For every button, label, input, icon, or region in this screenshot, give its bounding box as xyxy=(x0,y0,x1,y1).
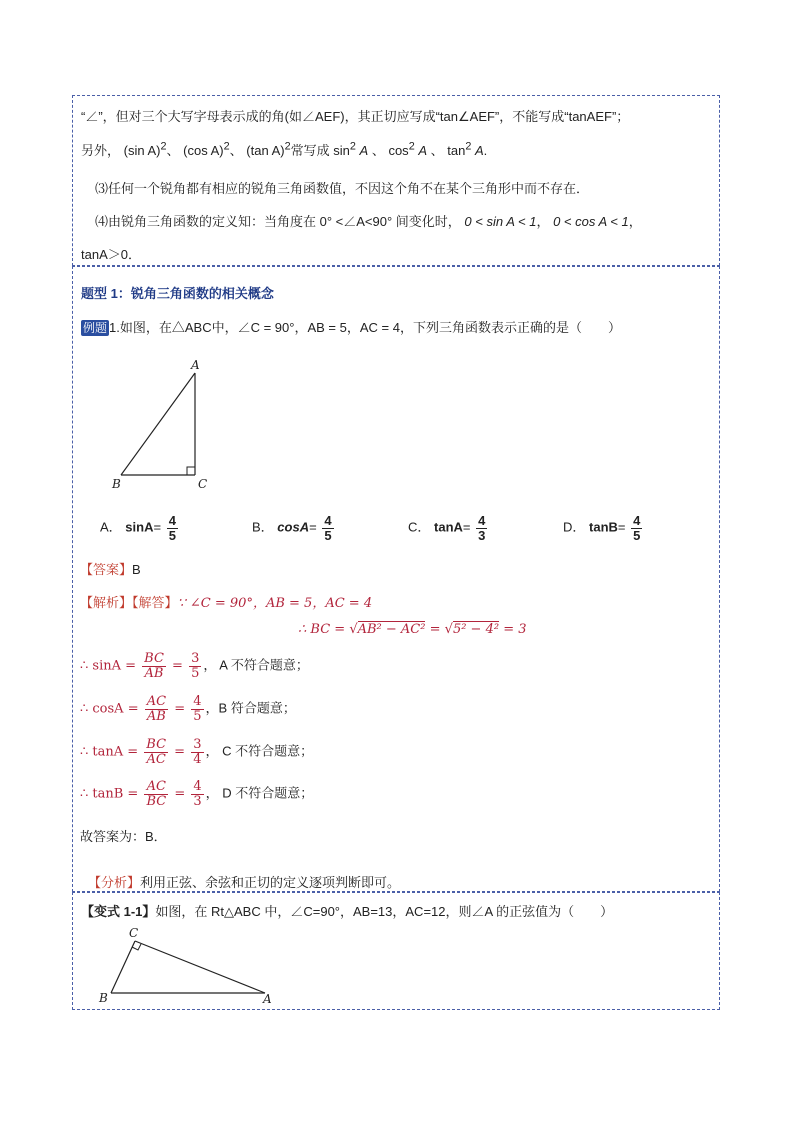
option-fraction xyxy=(631,514,642,542)
example-text: 1.如图，在△ABC中，∠C = 90°，AB = 5，AC = 4，下列三角函数表示正确的是（ ） xyxy=(109,320,621,335)
fenxi-text: 利用正弦、余弦和正切的定义逐项判断即可。 xyxy=(140,875,401,890)
option-fraction xyxy=(476,514,487,542)
step-tan-a xyxy=(80,738,313,766)
sqrt-expression-1: AB² − AC² xyxy=(357,622,426,637)
math-var: A xyxy=(418,143,428,158)
example-tag: 例题 xyxy=(83,321,108,335)
denominator: 5 xyxy=(633,527,641,543)
option-d[interactable] xyxy=(563,514,644,542)
step-prefix: ∴ sinA = xyxy=(80,658,141,674)
numerator: 4 xyxy=(168,513,176,528)
section-heading: 题型 1：锐角三角函数的相关概念 xyxy=(81,286,274,301)
math-range-cos: 0 < cos A < 1 xyxy=(553,214,629,229)
bc-result: = 3 xyxy=(499,622,527,637)
numerator: 3 xyxy=(191,651,200,666)
variant-question xyxy=(81,901,613,920)
equals: = xyxy=(170,744,190,760)
denominator: 5 xyxy=(324,527,332,543)
bc-computation: ∴ BC = √AB² − AC² = √5² − 4² = 3 xyxy=(298,622,527,637)
option-eq: = xyxy=(617,519,626,535)
option-func: tanB xyxy=(589,519,618,535)
numerator: 4 xyxy=(633,513,641,528)
fenxi-label: 【分析】 xyxy=(88,875,141,890)
numerator: 3 xyxy=(193,737,202,752)
exponent: 2 xyxy=(160,140,167,153)
option-fraction xyxy=(322,514,333,542)
option-eq: = xyxy=(153,519,162,535)
note-text: ⑷由锐角三角函数的定义知：当角度在 0° <∠A<90° 间变化时， xyxy=(95,214,461,229)
step-fraction xyxy=(142,652,166,680)
vertex-label-a: A xyxy=(263,992,272,1006)
math-var: A xyxy=(474,143,484,158)
step-note: ， A 不符合题意； xyxy=(203,657,309,673)
edge-ca xyxy=(135,941,265,993)
note-line-4 xyxy=(95,211,642,230)
denominator: 5 xyxy=(168,527,176,543)
denominator: 3 xyxy=(193,793,202,809)
equals: = xyxy=(170,786,190,802)
right-angle-mark xyxy=(187,467,195,475)
math-range-sin: 0 < sin A < 1 xyxy=(464,214,537,229)
numerator: 4 xyxy=(324,513,332,528)
answer-value: B xyxy=(132,562,141,577)
option-letter: A． xyxy=(100,519,122,535)
conclusion: 故答案为：B． xyxy=(80,829,167,844)
variant-text: 如图，在 Rt△ABC 中，∠C=90°，AB=13，AC=12，则∠A 的正弦值为（ ） xyxy=(155,904,614,919)
numerator: AC xyxy=(146,694,167,709)
denominator: 5 xyxy=(191,665,200,681)
step-value xyxy=(191,695,203,723)
math-cos-a: (cos A) xyxy=(183,143,224,158)
separator: ， xyxy=(628,214,642,229)
equals: = xyxy=(167,658,188,674)
math-sin: sin xyxy=(333,143,350,158)
denominator: 3 xyxy=(478,527,486,543)
option-fraction xyxy=(167,514,178,542)
exponent: 2 xyxy=(223,140,230,153)
note-text: 常写成 xyxy=(290,143,330,158)
answer-line xyxy=(80,559,141,578)
step-fraction xyxy=(145,695,168,723)
separator: 、 xyxy=(229,143,243,158)
step-prefix: ∴ cosA = xyxy=(80,701,143,717)
option-eq: = xyxy=(309,519,317,535)
denominator: AB xyxy=(146,708,166,724)
option-func: tanA xyxy=(434,519,463,535)
step-fraction xyxy=(144,738,168,766)
option-letter: B． xyxy=(252,519,274,535)
analysis-line xyxy=(80,592,372,611)
math-cos: cos xyxy=(388,143,409,158)
numerator: BC xyxy=(144,651,164,666)
numerator: AC xyxy=(144,780,168,795)
analysis-label: 【解析】【解答】 xyxy=(80,595,178,610)
math-tan-a: (tan A) xyxy=(246,143,285,158)
separator: 、 xyxy=(166,143,180,158)
fenxi-line xyxy=(88,872,400,891)
notes-box xyxy=(72,95,720,266)
step-fraction xyxy=(144,780,168,808)
numerator: 4 xyxy=(478,513,486,528)
period: . xyxy=(483,143,488,158)
option-func: sinA xyxy=(125,519,154,535)
numerator: BC xyxy=(146,737,167,752)
exponent: 2 xyxy=(284,140,291,153)
denominator: BC xyxy=(146,793,167,809)
denominator: AB xyxy=(144,665,164,681)
numerator: 4 xyxy=(193,694,202,709)
note-line-2: 另外， (sin A)$^2$、 (cos A)$^2$、 (tan A)$^2$常写成 $\sin^2 A$ 、 $\cos^2 A$ 、 $\tan^2 A$. xyxy=(81,140,488,158)
option-a[interactable] xyxy=(100,514,180,542)
step-prefix: ∴ tanA = xyxy=(80,744,143,760)
variant-label: 【变式 1-1】 xyxy=(81,904,156,919)
vertex-label-b: B xyxy=(99,991,108,1005)
numerator: 4 xyxy=(193,779,202,794)
math-var: A xyxy=(359,143,369,158)
edge-ab xyxy=(121,373,195,475)
analysis-given: ∵ ∠C = 90°，AB = 5，AC = 4 xyxy=(177,596,373,611)
step-note: ， C 不符合题意； xyxy=(205,743,314,759)
option-c[interactable] xyxy=(408,514,489,542)
vertex-label-b: B xyxy=(112,477,121,491)
variant-box xyxy=(72,892,720,1010)
vertex-label-c: C xyxy=(198,477,208,491)
step-prefix: ∴ tanB = xyxy=(80,786,143,802)
vertex-label-c: C xyxy=(129,926,139,940)
vertex-label-a: A xyxy=(191,359,200,372)
triangle-figure xyxy=(103,359,253,494)
exponent: 2 xyxy=(465,140,472,153)
option-eq: = xyxy=(462,519,471,535)
exponent: 2 xyxy=(408,140,415,153)
separator: ， xyxy=(536,214,550,229)
denominator: 4 xyxy=(193,751,202,767)
denominator: AC xyxy=(146,751,166,767)
bc-prefix: ∴ BC = xyxy=(298,622,350,637)
step-value xyxy=(191,780,203,808)
note-text: 另外， xyxy=(81,143,121,158)
step-tan-b xyxy=(80,780,313,808)
option-letter: C． xyxy=(408,519,431,535)
option-b[interactable] xyxy=(252,514,336,542)
math-tan: tan xyxy=(447,143,466,158)
step-value xyxy=(189,652,201,680)
note-line-5: tanA＞0． xyxy=(81,247,141,262)
step-cos xyxy=(80,695,296,723)
answer-label: 【答案】 xyxy=(80,562,133,577)
option-letter: D． xyxy=(563,519,586,535)
step-note: ， D 不符合题意； xyxy=(205,785,314,801)
example-question xyxy=(81,317,621,336)
edge-bc xyxy=(111,941,135,993)
variant-triangle-figure xyxy=(93,925,283,1007)
step-value xyxy=(191,738,203,766)
step-note: ，B 符合题意； xyxy=(205,700,296,716)
math-sin-a: (sin A) xyxy=(123,143,161,158)
sqrt-expression-2: 5² − 4² xyxy=(452,622,500,637)
note-line-3: ⑶任何一个锐角都有相应的锐角三角函数值，不因这个角不在某个三角形中而不存在． xyxy=(95,181,590,196)
denominator: 5 xyxy=(193,708,202,724)
exponent: 2 xyxy=(349,140,356,153)
equals: = xyxy=(170,701,190,717)
step-sin xyxy=(80,652,309,680)
note-line-1: “∠”，但对三个大写字母表示成的角(如∠AEF)，其正切应写成“tan∠AEF”，不能写成“tanAEF”； xyxy=(81,109,630,124)
equals: = xyxy=(425,622,445,637)
option-func: cosA xyxy=(277,519,310,535)
